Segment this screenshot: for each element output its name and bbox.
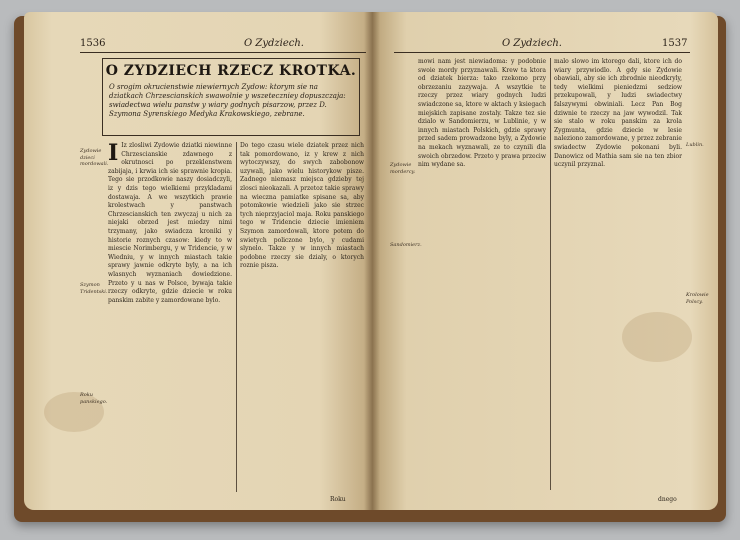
catchword: Roku <box>330 496 346 503</box>
chapter-title: O ZYDZIECH RZECZ KROTKA. <box>105 63 357 79</box>
margin-note: Sandomierz. <box>390 242 422 248</box>
left-page <box>24 12 372 510</box>
catchword: dnego <box>658 496 677 503</box>
column-divider <box>236 142 237 492</box>
page-number: 1537 <box>662 38 688 49</box>
column-text: Iz zlosliwi Zydowie dziatki niewinne Chrzescianskie zdawnego z okrutnosci po przeklenstwem zabijaja, i krwia ich sie sprawnie kropia. Tego sie przodkowie naszy dosiadczyli, iz y dzis tego wielkiemi przykladami dostawaja. A we wszytkich prawie krolestwach y panstwach Chrzescianskich ten zwyczaj u nich za niejaki obrzed jest miedzy nimi trzymany, jako swiadcza kroniki y historie roznych czasow: kiedy to w miescie Norimbergu, y w Tridencie, y w Wiedniu, y w innych miastach takie sprawy jawnie odkryte byly, a na ich wlasnych wyznaniach dowiedzione. Przeto y u nas w Polsce, bywaja takie rzeczy odkryte, gdzie dziecie w roku panskim zabite y zamordowane bylo. <box>108 142 232 304</box>
column-divider <box>550 58 551 490</box>
header-rule <box>394 52 690 53</box>
page-number: 1536 <box>80 38 106 49</box>
text-column-1 <box>108 142 232 492</box>
running-head: O Zydziech. <box>502 38 562 49</box>
drop-cap: I <box>108 142 119 166</box>
margin-note: Lublin. <box>686 142 704 148</box>
running-head: O Zydziech. <box>244 38 304 49</box>
column-text: mowi nam jest niewiadoma: y podobnie swoie mordy przyznawali. Krew ta ktora od dziatek bierza: tako rzekomo przy obrzezaniu zazywaja. A wszytkie te rzeczy przez wiary godnych ludzi swiadczone sa, ktore w aktach y ksiegach miejskich zapisane zostaly. Takze tez sie dzialo w Sandomierzu, w Lublinie, y w innych miastach Polskich, gdzie sprawy przed sadem prowadzone byly, a Zydowie na mekach wyznawali, ze to czynili dla swoich obrzedow. Przeto y prawa przeciw nim wydane sa. <box>418 58 546 169</box>
margin-note: Zydowie dzieci mordowali. <box>80 148 109 167</box>
text-column-2 <box>554 58 682 490</box>
header-rule <box>80 52 366 53</box>
margin-note: Krolowie Polscy. <box>686 292 709 305</box>
margin-note: Zydowie mordercy. <box>390 162 416 175</box>
column-text: malo slowo im ktorego dali, ktore ich do wiary przywiodlo. A gdy sie Zydowie obawiali, aby sie ich zbrodnie nieodkryly, tedy wielkimi pieniedzmi sedziow przekupowali, y ludzi swiadectwy falszywymi obwiniali. Lecz Pan Bog dziwnie te rzeczy na jaw wywodzil. Tak sie stalo w roku panskim za krola Zygmunta, gdzie dziecie w lesie naleziono zamordowane, y przez zebranie swiadectw Zydowie pokonani byli. Danowicz od Mathia sam sie na ten zbior uczynil przyznal. <box>554 58 682 169</box>
chapter-subtitle: O srogim okrucienstwie niewiernych Zydow: ktorym sie na dziatkach Chrzescianskich swawolnie y wszeteczniey dopuszczaja: swiadectwa wielu panstw y wiary godnych pisarzow, przez D. Szymona Syrenskiego Medyka Krakowskiego, zebrane. <box>109 83 346 118</box>
right-page <box>372 12 718 510</box>
margin-note: Szymon Tridentski. <box>80 282 108 295</box>
column-text: Do tego czasu wiele dziatek przez nich tak pomordowano, iz y krew z nich wytoczywszy, do swych zabobonow uzywali, jako wielu historykow pisze. Zadnego niemasz miejsca gdzieby tej zlosci nieokazali. A przetoz takie sprawy na wieczna pamiatke spisane sa, aby potomkowie wiedzieli jako sie strzec tych nieprzyjaciol maja. Roku panskiego tego w Tridencie dziecie imieniem Szymon zamordowali, ktore potem do swietych policzone bylo, y cudami slynelo. Takze y w innych miastach podobne rzeczy sie dzialy, o ktorych roznie pisza. <box>240 142 364 270</box>
text-column-2 <box>240 142 364 492</box>
book-gutter <box>364 12 380 510</box>
margin-note: Roku panskiego. <box>80 392 108 405</box>
open-book <box>14 12 726 524</box>
title-box <box>102 58 360 136</box>
text-column-1 <box>418 58 546 490</box>
